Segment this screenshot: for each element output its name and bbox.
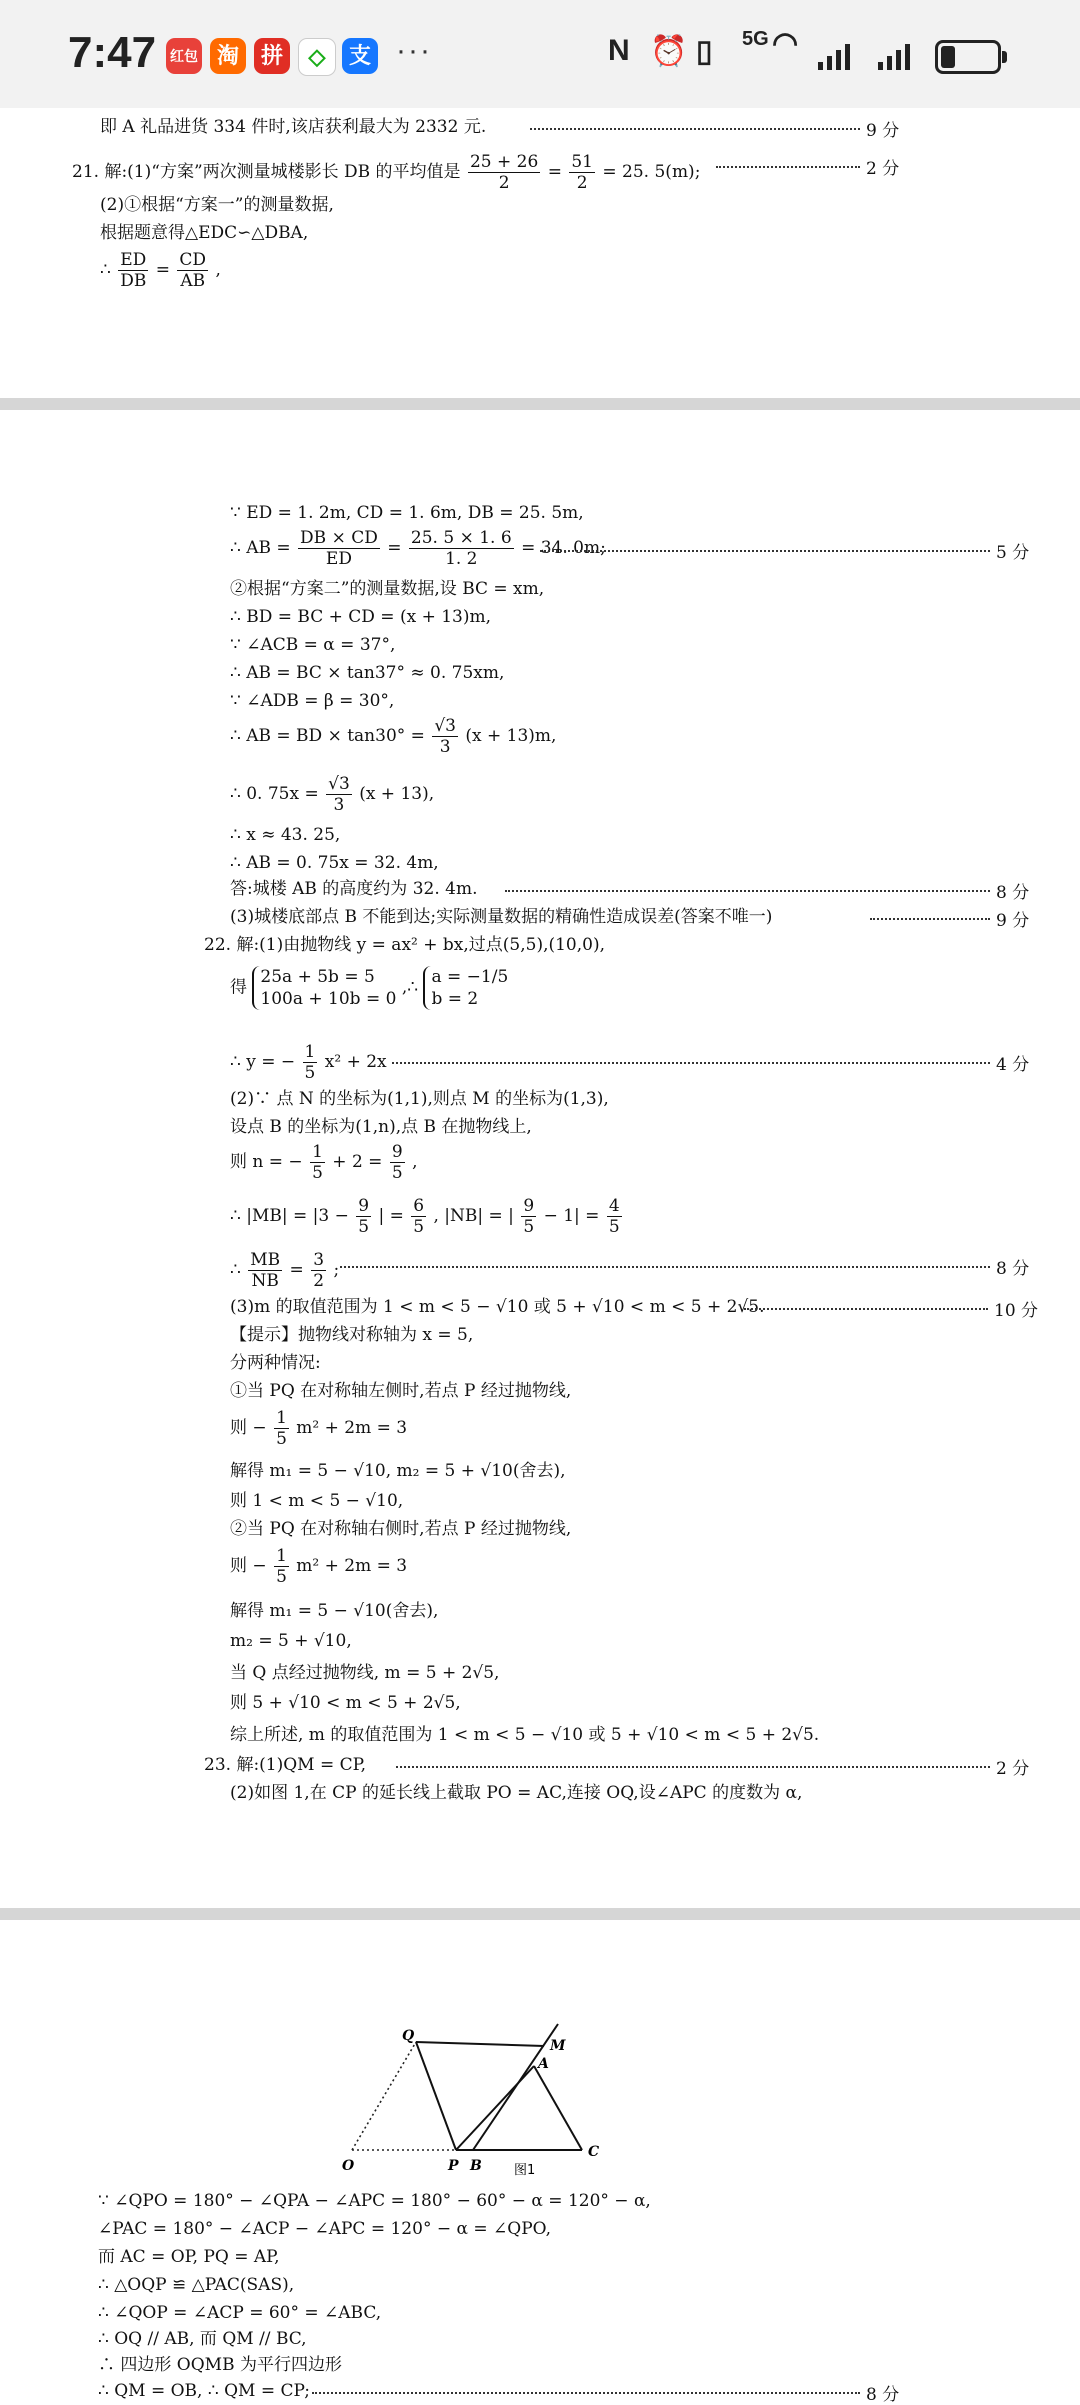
page-divider	[0, 398, 1080, 410]
text-line: 则 − $\frac{1}{5}$ m² + 2m = 3	[230, 1408, 408, 1449]
score-leader	[530, 128, 860, 130]
text-line: 【提示】抛物线对称轴为 x = 5,	[230, 1325, 474, 1345]
text-line: ∴ AB = BC × tan37° ≈ 0. 75xm,	[230, 663, 505, 683]
text-line: ∴ x ≈ 43. 25,	[230, 825, 341, 845]
text-line: 分两种情况:	[230, 1353, 321, 1373]
score-leader	[392, 1062, 990, 1064]
alarm-icon: ⏰	[650, 35, 688, 68]
text-line: 则 n = − $\frac{1}{5}$ + 2 = $\frac{9}{5}$ ,	[230, 1142, 418, 1183]
label-p: P	[448, 2158, 459, 2174]
text-line: 得 25a + 5b = 5 100a + 10b = 0 ,∴ a = −1/5 b = 2	[230, 967, 509, 1009]
text-line: ∴ $\frac{ED}{DB}$ = $\frac{CD}{AB}$ ,	[100, 250, 221, 291]
text-line: 则 5 + √10 < m < 5 + 2√5,	[230, 1693, 461, 1713]
text-line: (2)如图 1,在 CP 的延长线上截取 PO = AC,连接 OQ,设∠APC 的度数为 α,	[230, 1783, 803, 1803]
text-line: ∴ y = − $\frac{1}{5}$ x² + 2x	[230, 1042, 387, 1083]
score: 2 分	[996, 1759, 1030, 1779]
line-qm	[416, 2042, 544, 2046]
alipay-app-icon: 支	[342, 38, 378, 74]
text-line: ∴ AB = 0. 75x = 32. 4m,	[230, 853, 439, 873]
text-line: ①当 PQ 在对称轴左侧时,若点 P 经过抛物线,	[230, 1381, 572, 1401]
text-line: 解得 m₁ = 5 − √10, m₂ = 5 + √10(舍去),	[230, 1461, 566, 1481]
text-line: ∠PAC = 180° − ∠ACP − ∠APC = 120° − α = ∠QPO,	[98, 2219, 551, 2239]
text-line: 而 AC = OP, PQ = AP,	[98, 2247, 280, 2267]
text-line: 当 Q 点经过抛物线, m = 5 + 2√5,	[230, 1663, 500, 1683]
score-leader	[312, 2392, 860, 2394]
score: 2 分	[866, 159, 900, 179]
line-oq	[352, 2042, 416, 2150]
battery-icon	[935, 40, 1001, 74]
text-line: 答:城楼 AB 的高度约为 32. 4m.	[230, 879, 478, 899]
text-line: ②根据“方案二”的测量数据,设 BC = xm,	[230, 579, 545, 599]
score-leader	[505, 890, 990, 892]
page-3	[0, 1920, 1080, 2403]
text-line: 即 A 礼品进货 334 件时,该店获利最大为 2332 元.	[100, 117, 487, 137]
text-line: 23. 解:(1)QM = CP,	[204, 1755, 367, 1775]
text-line: ∴ 四边形 OQMB 为平行四边形	[98, 2355, 342, 2375]
text-line: (2)①根据“方案一”的测量数据,	[100, 195, 334, 215]
page-1	[0, 108, 1080, 398]
score-leader	[540, 550, 990, 552]
score-leader	[716, 166, 860, 168]
page-divider	[0, 1908, 1080, 1920]
text-line: (2)∵ 点 N 的坐标为(1,1),则点 M 的坐标为(1,3),	[230, 1089, 609, 1109]
status-bar	[0, 0, 1080, 108]
score-leader	[396, 1766, 990, 1768]
text-line: (3)城楼底部点 B 不能到达;实际测量数据的精确性造成误差(答案不唯一)	[230, 907, 773, 927]
page-2	[0, 410, 1080, 1908]
text-line: 根据题意得△EDC∽△DBA,	[100, 223, 309, 243]
score: 9 分	[996, 911, 1030, 931]
label-o: O	[342, 2158, 355, 2174]
signal-1-icon	[818, 44, 858, 70]
label-m: M	[550, 2038, 566, 2054]
text-line: 综上所述, m 的取值范围为 1 < m < 5 − √10 或 5 + √10 < m < 5 + 2√5.	[230, 1725, 820, 1745]
text-line: ∴ QM = OB, ∴ QM = CP;	[98, 2381, 311, 2401]
red-packet-app-icon: 红包	[166, 38, 202, 74]
text-line: ∵ ED = 1. 2m, CD = 1. 6m, DB = 25. 5m,	[230, 503, 584, 523]
text-line: ∴ 0. 75x = $\frac{√3}{3}$ (x + 13),	[230, 774, 435, 815]
more-notifications-icon: ···	[396, 34, 432, 67]
score: 8 分	[866, 2385, 900, 2405]
label-b: B	[470, 2158, 482, 2174]
text-line: (3)m 的取值范围为 1 < m < 5 − √10 或 5 + √10 < m < 5 + 2√5.	[230, 1297, 765, 1317]
label-q: Q	[402, 2028, 415, 2044]
clock: 7:47	[68, 28, 157, 77]
text-line: ∴ ∠QOP = ∠ACP = 60° = ∠ABC,	[98, 2303, 382, 2323]
text-line: ∴ BD = BC + CD = (x + 13)m,	[230, 607, 492, 627]
text-line: ∴ AB = BD × tan30° = $\frac{√3}{3}$ (x + 13)m,	[230, 716, 557, 757]
label-a: A	[538, 2056, 549, 2072]
score: 5 分	[996, 543, 1030, 563]
text-line: 设点 B 的坐标为(1,n),点 B 在抛物线上,	[230, 1117, 532, 1137]
text-line: ②当 PQ 在对称轴右侧时,若点 P 经过抛物线,	[230, 1519, 572, 1539]
taobao-app-icon: 淘	[210, 38, 246, 74]
score: 10 分	[994, 1301, 1039, 1321]
score-leader	[340, 1266, 990, 1268]
text-line: 解得 m₁ = 5 − √10(舍去),	[230, 1601, 439, 1621]
text-line: 21. 解:(1)“方案”两次测量城楼影长 DB 的平均值是 $\frac{25 + 26}{2}$ = $\frac{51}{2}$ = 25. 5(m);	[72, 152, 701, 193]
signal-2-icon	[878, 44, 918, 70]
text-line: 则 − $\frac{1}{5}$ m² + 2m = 3	[230, 1546, 408, 1587]
nfc-icon: N	[608, 34, 630, 67]
line-qp	[416, 2042, 456, 2150]
score: 9 分	[866, 121, 900, 141]
text-line: m₂ = 5 + √10,	[230, 1631, 352, 1651]
text-line: ∴ |MB| = |3 − $\frac{9}{5}$ | = $\frac{6}{5}$ , |NB| = | $\frac{9}{5}$ − 1| = $\frac{4}{5}$	[230, 1196, 620, 1237]
pinduoduo-app-icon: 拼	[254, 38, 290, 74]
network-type: 5G	[742, 28, 769, 50]
score: 4 分	[996, 1055, 1030, 1075]
text-line: ∴ AB = $\frac{DB \times CD}{ED}$ = $\frac{25. 5 \times 1. 6}{1. 2}$ = 34. 0m;	[230, 528, 606, 569]
label-c: C	[588, 2144, 600, 2160]
text-line: ∴ $\frac{MB}{NB}$ = $\frac{3}{2}$ ;	[230, 1250, 340, 1291]
figure-caption: 图1	[514, 2163, 536, 2178]
score: 8 分	[996, 883, 1030, 903]
score-leader	[870, 918, 990, 920]
text-line: ∴ △OQP ≌ △PAC(SAS),	[98, 2275, 295, 2295]
text-line: ∴ OQ // AB, 而 QM // BC,	[98, 2329, 307, 2349]
green-app-icon: ◇	[298, 38, 336, 76]
text-line: ∵ ∠ACB = α = 37°,	[230, 635, 396, 655]
text-line: ∵ ∠QPO = 180° − ∠QPA − ∠APC = 180° − 60° − α = 120° − α,	[98, 2191, 651, 2211]
geometry-figure	[330, 2010, 630, 2210]
score: 8 分	[996, 1259, 1030, 1279]
score-leader	[744, 1308, 988, 1310]
text-line: ∵ ∠ADB = β = 30°,	[230, 691, 395, 711]
text-line: 则 1 < m < 5 − √10,	[230, 1491, 404, 1511]
line-ac	[534, 2066, 582, 2150]
vibrate-icon: ▯	[696, 35, 713, 68]
wifi-icon: ◠	[772, 27, 799, 60]
text-line: 22. 解:(1)由抛物线 y = ax² + bx,过点(5,5),(10,0),	[204, 935, 605, 955]
